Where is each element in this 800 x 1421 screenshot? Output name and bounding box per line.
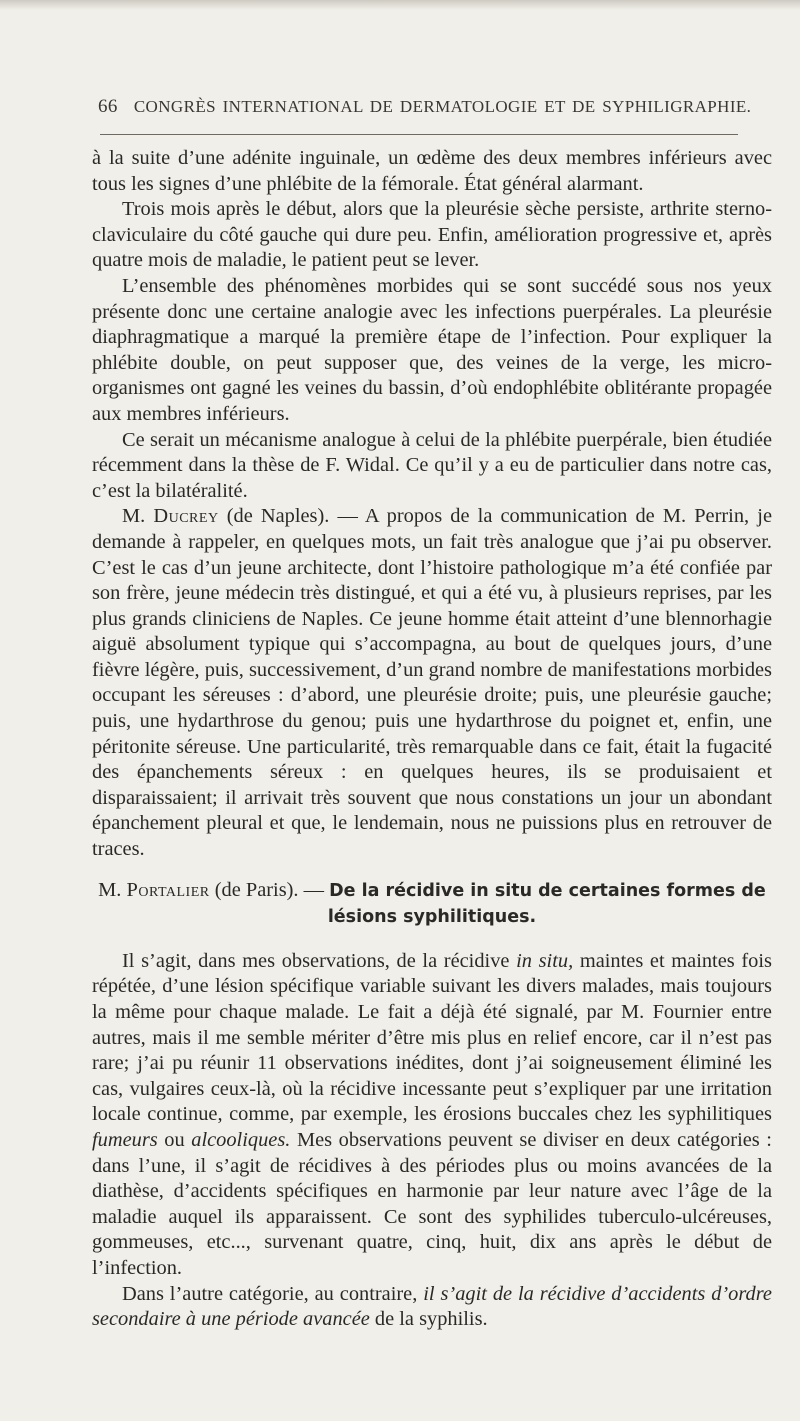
text-run: Il s’agit, dans mes observations, de la récidive [122,949,510,972]
italic-run: il s’agit de la récidive d’accidents d’ordre secondaire à une période avancée [92,1282,772,1331]
text-run: de la syphilis. [374,1308,488,1331]
paragraph: Trois mois après le début, alors que la pleurésie sèche persiste, arthrite sterno-claviculaire du côté gauche qui dure peu. Enfin, amélioration progressive et, après quatre mois de maladie, le patient peut se lever. [92,198,772,272]
speaker-name: Ducrey [153,505,219,528]
page-number: 66 [98,96,118,117]
italic-run: fumeurs [92,1128,158,1151]
body-text [92,146,772,1333]
paragraph: à la suite d’une adénite inguinale, un œdème des deux membres inférieurs avec tous les signes d’une phlébite de la fémorale. État général alarmant. [92,147,772,195]
communication-heading [92,878,772,931]
text-run: maintes et maintes fois répétée, d’une lésion spécifique variable suivant les divers malades, mais toujours la même pour chaque malade. Le fait a déjà été signalé, par M. Fournier entre autres, mais il me semble mériter d’être mis plus en relief encore, car il n’est pas rare; j’ai pu réunir 11 observations inédites, dont j’ai soigneusement éliminé les cas, vulgaires ceux-là, où la récidive incessante peut s’expliquer par une irritation locale continue, comme, par exemple, les érosions buccales chez les syphilitiques [92,949,772,1126]
speaker-origin: (de Paris). — [214,878,325,901]
speaker-prefix: M. [98,878,122,901]
header-rule [100,134,738,135]
text-run: Dans l’autre catégorie, au contraire, [122,1282,418,1305]
communication-title: De la récidive in situ de certaines formes de lésions syphilitiques. [327,880,766,928]
speaker-name: Portalier [126,878,210,901]
running-title: CONGRÈS INTERNATIONAL DE DERMATOLOGIE ET DE SYPHILIGRAPHIE. [133,97,752,116]
paragraph-text: (de Naples). — A propos de la communication de M. Perrin, je demande à rappeler, en quelques mots, un fait très analogue que j’ai pu observer. C’est le cas d’un jeune architecte, dont l’histoire pathologique m’a été confiée par son frère, jeune médecin très distingué, et qui a été vu, à plusieurs reprises, par les plus grands cliniciens de Naples. Ce jeune homme était atteint d’une blennorhagie aiguë absolument typique qui s’accompagna, au bout de quelques jours, d’une fièvre légère, puis, successivement, d’un grand nombre de manifestations morbides occupant les séreuses : d’abord, une pleurésie droite; puis, une pleurésie gauche; puis, une hydarthrose du genou; puis une hydarthrose du poignet et, enfin, une péritonite séreuse. Une particularité, très remarquable dans ce fait, était la fugacité des épanchements séreux : en quelques heures, ils se produisaient et disparaissaient; il arrivait très souvent que nous constations un jour un abondant épanchement pleural et que, le lendemain, nous ne puissions plus en retrouver de traces. [92,505,772,861]
page-top-edge [0,0,800,10]
text-run: ou [164,1128,185,1151]
speaker-prefix: M. [122,505,146,528]
italic-run: alcooliques. [191,1128,291,1151]
paragraph [92,949,772,1282]
text-run: Mes observations peuvent se diviser en deux catégories : dans l’une, il s’agit de récidives à des périodes plus ou moins avancées de la diathèse, d’accidents spécifiques en harmonie par leur nature avec l’âge de la maladie auquel ils apparaissent. Ce sont des syphilides tuberculo-ulcéreuses, gommeuses, etc..., survenant quatre, cinq, huit, dix ans après le début de l’infection. [92,1128,772,1279]
running-header [98,96,758,118]
paragraph: Ce serait un mécanisme analogue à celui de la phlébite puerpérale, bien étudiée récemment dans la thèse de F. Widal. Ce qu’il y a eu de particulier dans notre cas, c’est la bilatéralité. [92,428,772,502]
paragraph: L’ensemble des phénomènes morbides qui se sont succédé sous nos yeux présente donc une certaine analogie avec les infections puerpérales. La pleurésie diaphragmatique a marqué la première étape de l’infection. Pour expliquer la phlébite double, on peut supposer que, des veines de la verge, les micro-organismes ont gagné les veines du bassin, d’où endophlébite oblitérante propagée aux membres inférieurs. [92,274,772,425]
italic-run: in situ, [516,949,574,972]
paragraph [92,1282,772,1333]
paragraph-ducrey [92,504,772,862]
